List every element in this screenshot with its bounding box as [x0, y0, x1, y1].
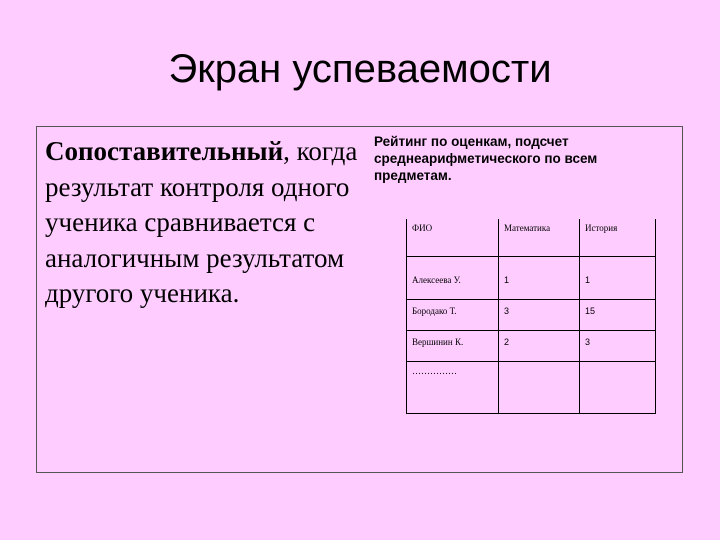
definition-text: , когда результат контроля одного ученика сравнивается с аналогичным результатом другого ученика.	[45, 136, 358, 308]
table-header-row	[407, 219, 656, 256]
header-cell-history: История	[580, 219, 656, 256]
cell-history: 3	[580, 330, 656, 361]
table-row	[407, 299, 656, 330]
cell-name: ……………	[407, 361, 499, 413]
header-cell-name: ФИО	[407, 219, 499, 256]
cell-math: 1	[499, 256, 580, 299]
cell-name: Бородако Т.	[407, 299, 499, 330]
cell-name: Алексеева У.	[407, 256, 499, 299]
cell-history	[580, 361, 656, 413]
cell-math	[499, 361, 580, 413]
cell-name: Вершинин К.	[407, 330, 499, 361]
slide-title: Экран успеваемости	[168, 47, 552, 91]
header-cell-math: Математика	[499, 219, 580, 256]
cell-history: 1	[580, 256, 656, 299]
rating-description: Рейтинг по оценкам, подсчет среднеарифметического по всем предметам.	[374, 134, 598, 183]
cell-math: 2	[499, 330, 580, 361]
comparative-definition	[45, 134, 363, 312]
bold-term: Сопоставительный	[45, 136, 284, 166]
table-row	[407, 330, 656, 361]
cell-math: 3	[499, 299, 580, 330]
table-row	[407, 256, 656, 299]
cell-history: 15	[580, 299, 656, 330]
table-row	[407, 361, 656, 413]
grades-table	[406, 219, 656, 414]
content-box	[36, 126, 683, 473]
